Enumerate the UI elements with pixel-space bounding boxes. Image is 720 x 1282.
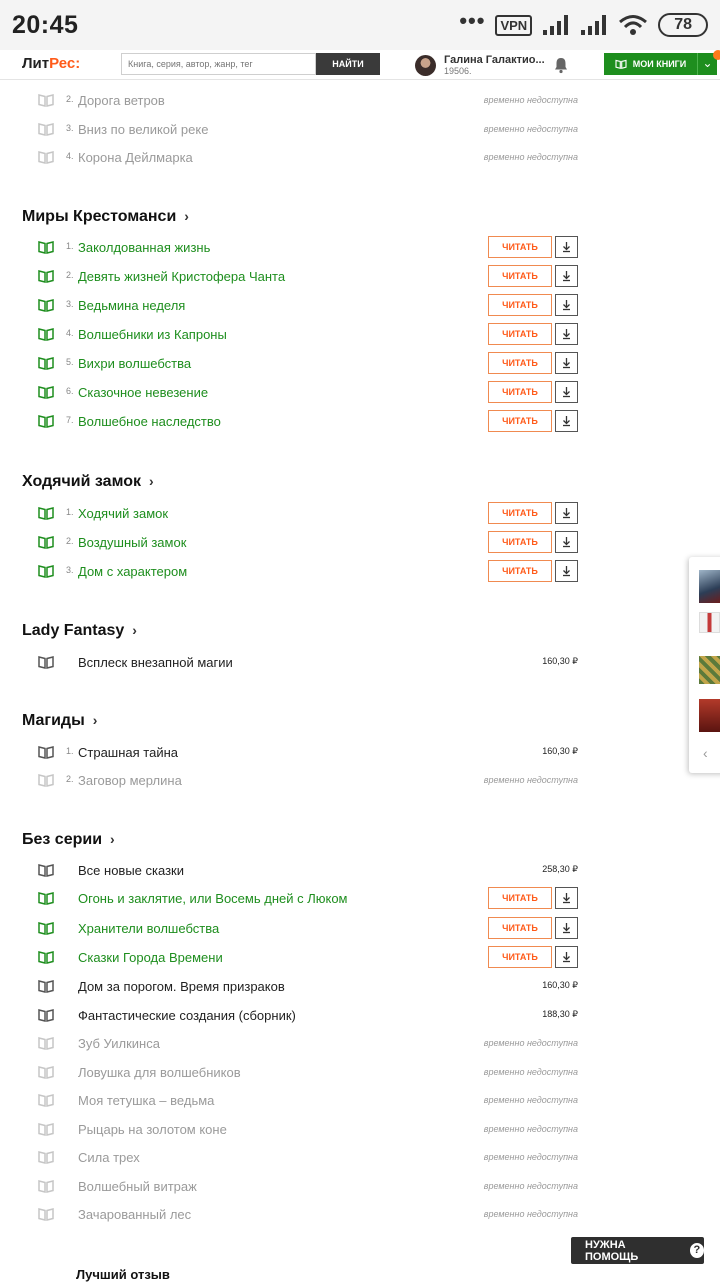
list-item xyxy=(0,945,600,969)
book-title-link[interactable]: Вихри волшебства xyxy=(78,356,192,371)
read-button[interactable]: ЧИТАТЬ xyxy=(488,887,552,909)
download-icon[interactable] xyxy=(555,381,578,403)
unavailable-status: временно недоступна xyxy=(483,775,578,785)
read-button[interactable]: ЧИТАТЬ xyxy=(488,946,552,968)
book-icon xyxy=(38,1036,54,1050)
list-item xyxy=(0,501,600,525)
chevron-right-icon: › xyxy=(92,712,98,728)
series-title-text: Миры Крестоманси xyxy=(22,208,177,225)
book-icon xyxy=(38,1207,54,1221)
list-item xyxy=(0,409,600,433)
book-icon xyxy=(38,298,54,312)
download-icon[interactable] xyxy=(555,323,578,345)
book-number: 2. xyxy=(66,536,74,546)
my-books-button[interactable] xyxy=(604,53,697,75)
book-title-link[interactable]: Волшебное наследство xyxy=(78,414,221,429)
book-title-link[interactable]: Всплеск внезапной магии xyxy=(78,655,233,670)
book-number: 1. xyxy=(66,241,74,251)
book-number: 1. xyxy=(66,746,74,756)
book-title-link: Вниз по великой реке xyxy=(78,122,209,137)
read-button[interactable]: ЧИТАТЬ xyxy=(488,560,552,582)
book-icon xyxy=(38,979,54,993)
book-icon xyxy=(38,506,54,520)
book-price: 188,30 ₽ xyxy=(542,1009,578,1019)
book-title-link: Ловушка для волшебников xyxy=(78,1065,241,1080)
book-number: 2. xyxy=(66,270,74,280)
unavailable-status: временно недоступна xyxy=(483,152,578,162)
series-title-link[interactable] xyxy=(22,208,189,226)
book-icon xyxy=(38,773,54,787)
book-title-link: Моя тетушка – ведьма xyxy=(78,1093,215,1108)
list-item xyxy=(0,974,600,998)
unavailable-status: временно недоступна xyxy=(483,124,578,134)
read-button[interactable]: ЧИТАТЬ xyxy=(488,531,552,553)
list-item xyxy=(0,740,600,764)
book-title-link: Заговор мерлина xyxy=(78,773,182,788)
book-title-link[interactable]: Воздушный замок xyxy=(78,535,187,550)
book-number: 3. xyxy=(66,565,74,575)
list-item xyxy=(0,858,600,882)
book-icon xyxy=(38,1065,54,1079)
list-item xyxy=(0,1117,600,1141)
book-title-link[interactable]: Дом за порогом. Время призраков xyxy=(78,979,285,994)
list-item xyxy=(0,1003,600,1027)
book-icon xyxy=(38,655,54,669)
book-icon xyxy=(38,240,54,254)
download-icon[interactable] xyxy=(555,531,578,553)
site-header xyxy=(0,50,720,80)
book-price: 160,30 ₽ xyxy=(542,656,578,666)
download-icon[interactable] xyxy=(555,917,578,939)
unavailable-status: временно недоступна xyxy=(483,1095,578,1105)
book-title-link: Корона Дейлмарка xyxy=(78,150,193,165)
vpn-icon: VPN xyxy=(495,15,532,36)
unavailable-status: временно недоступна xyxy=(483,1067,578,1077)
book-price: 160,30 ₽ xyxy=(542,746,578,756)
book-title-link[interactable]: Сказочное невезение xyxy=(78,385,209,400)
book-number: 3. xyxy=(66,123,74,133)
book-title-link[interactable]: Заколдованная жизнь xyxy=(78,240,211,255)
read-button[interactable]: ЧИТАТЬ xyxy=(488,917,552,939)
status-time: 20:45 xyxy=(12,10,79,39)
book-number: 4. xyxy=(66,328,74,338)
help-button-label: НУЖНА ПОМОЩЬ xyxy=(585,1238,639,1263)
chevron-right-icon: › xyxy=(110,831,115,847)
read-button[interactable]: ЧИТАТЬ xyxy=(488,236,552,258)
book-icon xyxy=(38,356,54,370)
read-button[interactable]: ЧИТАТЬ xyxy=(488,352,552,374)
book-icon xyxy=(38,1093,54,1107)
download-icon[interactable] xyxy=(555,560,578,582)
wifi-icon xyxy=(618,14,648,36)
series-title-text: Без серии xyxy=(22,831,103,848)
avatar[interactable] xyxy=(415,55,436,76)
book-title-link[interactable]: Сказки Города Времени xyxy=(78,950,223,965)
list-item xyxy=(0,235,600,259)
list-item xyxy=(0,380,600,404)
list-item xyxy=(0,293,600,317)
book-title-link[interactable]: Волшебники из Капроны xyxy=(78,327,227,342)
book-title-link[interactable]: Огонь и заклятие, или Восемь дней с Люком xyxy=(78,891,348,906)
question-icon: ? xyxy=(690,1243,704,1258)
best-review-heading: Лучший отзыв xyxy=(76,1267,170,1282)
book-title-link[interactable]: Девять жизней Кристофера Чанта xyxy=(78,269,286,284)
chevron-down-icon[interactable]: ⌄ xyxy=(697,53,717,75)
series-title-link[interactable] xyxy=(22,622,137,640)
list-item xyxy=(0,322,600,346)
signal-icon xyxy=(542,14,570,36)
book-title-link[interactable]: Страшная тайна xyxy=(78,745,179,760)
list-item xyxy=(0,530,600,554)
book-title-link[interactable]: Хранители волшебства xyxy=(78,921,220,936)
book-icon xyxy=(38,921,54,935)
unavailable-status: временно недоступна xyxy=(483,95,578,105)
book-title-link: Волшебный витраж xyxy=(78,1179,197,1194)
book-icon xyxy=(38,564,54,578)
open-book-icon xyxy=(615,59,627,69)
book-icon xyxy=(38,1122,54,1136)
download-icon[interactable] xyxy=(555,294,578,316)
battery-icon: 78 xyxy=(658,13,708,37)
my-books-label: МОИ КНИГИ xyxy=(632,59,687,69)
unavailable-status: временно недоступна xyxy=(483,1038,578,1048)
list-item xyxy=(0,1088,600,1112)
book-title-link[interactable]: Фантастические создания (сборник) xyxy=(78,1008,296,1023)
download-icon[interactable] xyxy=(555,946,578,968)
list-item xyxy=(0,650,600,674)
logo-accent-text: Рес: xyxy=(49,55,81,72)
list-item xyxy=(0,559,600,583)
book-icon xyxy=(38,150,54,164)
search-button[interactable]: НАЙТИ xyxy=(316,53,380,75)
book-number: 1. xyxy=(66,507,74,517)
list-item xyxy=(0,1031,600,1055)
book-price: 258,30 ₽ xyxy=(542,864,578,874)
recent-books-panel[interactable] xyxy=(689,557,720,773)
book-number: 3. xyxy=(66,299,74,309)
unavailable-status: временно недоступна xyxy=(483,1124,578,1134)
list-item xyxy=(0,1060,600,1084)
unavailable-status: временно недоступна xyxy=(483,1152,578,1162)
chevron-left-icon[interactable]: ‹ xyxy=(703,745,708,761)
read-button[interactable]: ЧИТАТЬ xyxy=(488,323,552,345)
read-button[interactable]: ЧИТАТЬ xyxy=(488,381,552,403)
series-title-link[interactable] xyxy=(22,831,115,849)
series-title-text: Lady Fantasy xyxy=(22,622,125,639)
logo-text: Лит xyxy=(22,55,50,72)
book-icon xyxy=(38,891,54,905)
series-title-text: Ходячий замок xyxy=(22,473,141,490)
book-cover-1[interactable] xyxy=(699,570,720,603)
book-title-link: Дорога ветров xyxy=(78,93,165,108)
chevron-right-icon: › xyxy=(132,622,137,638)
download-icon[interactable] xyxy=(555,502,578,524)
chevron-right-icon: › xyxy=(184,208,189,224)
list-item xyxy=(0,117,600,141)
book-icon xyxy=(38,122,54,136)
unavailable-status: временно недоступна xyxy=(483,1181,578,1191)
user-name[interactable]: Галина Галактио... xyxy=(444,54,545,66)
unavailable-status: временно недоступна xyxy=(483,1209,578,1219)
bell-icon[interactable] xyxy=(552,56,570,74)
book-icon xyxy=(38,327,54,341)
list-item xyxy=(0,768,600,792)
help-button[interactable] xyxy=(571,1237,704,1264)
book-title-link: Зачарованный лес xyxy=(78,1207,192,1222)
read-button[interactable]: ЧИТАТЬ xyxy=(488,502,552,524)
user-balance: 19506. xyxy=(444,66,472,76)
notification-badge xyxy=(713,50,720,60)
status-bar xyxy=(0,0,720,50)
book-icon xyxy=(38,1008,54,1022)
list-item xyxy=(0,351,600,375)
list-item xyxy=(0,145,600,169)
book-title-link[interactable]: Дом с характером xyxy=(78,564,188,579)
download-icon[interactable] xyxy=(555,887,578,909)
book-icon xyxy=(38,269,54,283)
book-title-link[interactable]: Ведьмина неделя xyxy=(78,298,186,313)
book-number: 2. xyxy=(66,774,74,784)
book-icon xyxy=(38,535,54,549)
list-item xyxy=(0,1145,600,1169)
book-number: 6. xyxy=(66,386,74,396)
download-icon[interactable] xyxy=(555,236,578,258)
book-title-link: Зуб Уилкинса xyxy=(78,1036,160,1051)
read-button[interactable]: ЧИТАТЬ xyxy=(488,410,552,432)
book-number: 5. xyxy=(66,357,74,367)
book-number: 4. xyxy=(66,151,74,161)
read-button[interactable]: ЧИТАТЬ xyxy=(488,265,552,287)
book-cover-4[interactable] xyxy=(699,699,720,732)
book-icon xyxy=(38,863,54,877)
chevron-right-icon: › xyxy=(148,473,154,489)
read-button[interactable]: ЧИТАТЬ xyxy=(488,294,552,316)
download-icon[interactable] xyxy=(555,410,578,432)
more-notifications-icon: ••• xyxy=(459,8,486,33)
list-item xyxy=(0,88,600,112)
book-cover-3[interactable] xyxy=(699,656,720,684)
series-title-link[interactable] xyxy=(22,473,154,491)
book-number: 2. xyxy=(66,94,74,104)
book-icon xyxy=(38,1179,54,1193)
book-icon xyxy=(38,385,54,399)
book-number: 7. xyxy=(66,415,74,425)
book-title-link: Сила трех xyxy=(78,1150,140,1165)
book-title-link[interactable]: Все новые сказки xyxy=(78,863,184,878)
book-title-link[interactable]: Ходячий замок xyxy=(78,506,169,521)
book-title-link: Рыцарь на золотом коне xyxy=(78,1122,227,1137)
signal-icon-2 xyxy=(580,14,608,36)
litres-logo[interactable] xyxy=(22,55,80,72)
book-icon xyxy=(38,745,54,759)
book-price: 160,30 ₽ xyxy=(542,980,578,990)
book-icon xyxy=(38,1150,54,1164)
series-title-text: Магиды xyxy=(22,712,85,729)
book-cover-2[interactable] xyxy=(699,612,720,633)
book-icon xyxy=(38,414,54,428)
book-icon xyxy=(38,950,54,964)
list-item xyxy=(0,1174,600,1198)
list-item xyxy=(0,916,600,940)
list-item xyxy=(0,1202,600,1226)
search-input[interactable] xyxy=(121,53,316,75)
series-title-link[interactable] xyxy=(22,712,97,730)
download-icon[interactable] xyxy=(555,265,578,287)
list-item xyxy=(0,886,600,910)
book-icon xyxy=(38,93,54,107)
list-item xyxy=(0,264,600,288)
download-icon[interactable] xyxy=(555,352,578,374)
